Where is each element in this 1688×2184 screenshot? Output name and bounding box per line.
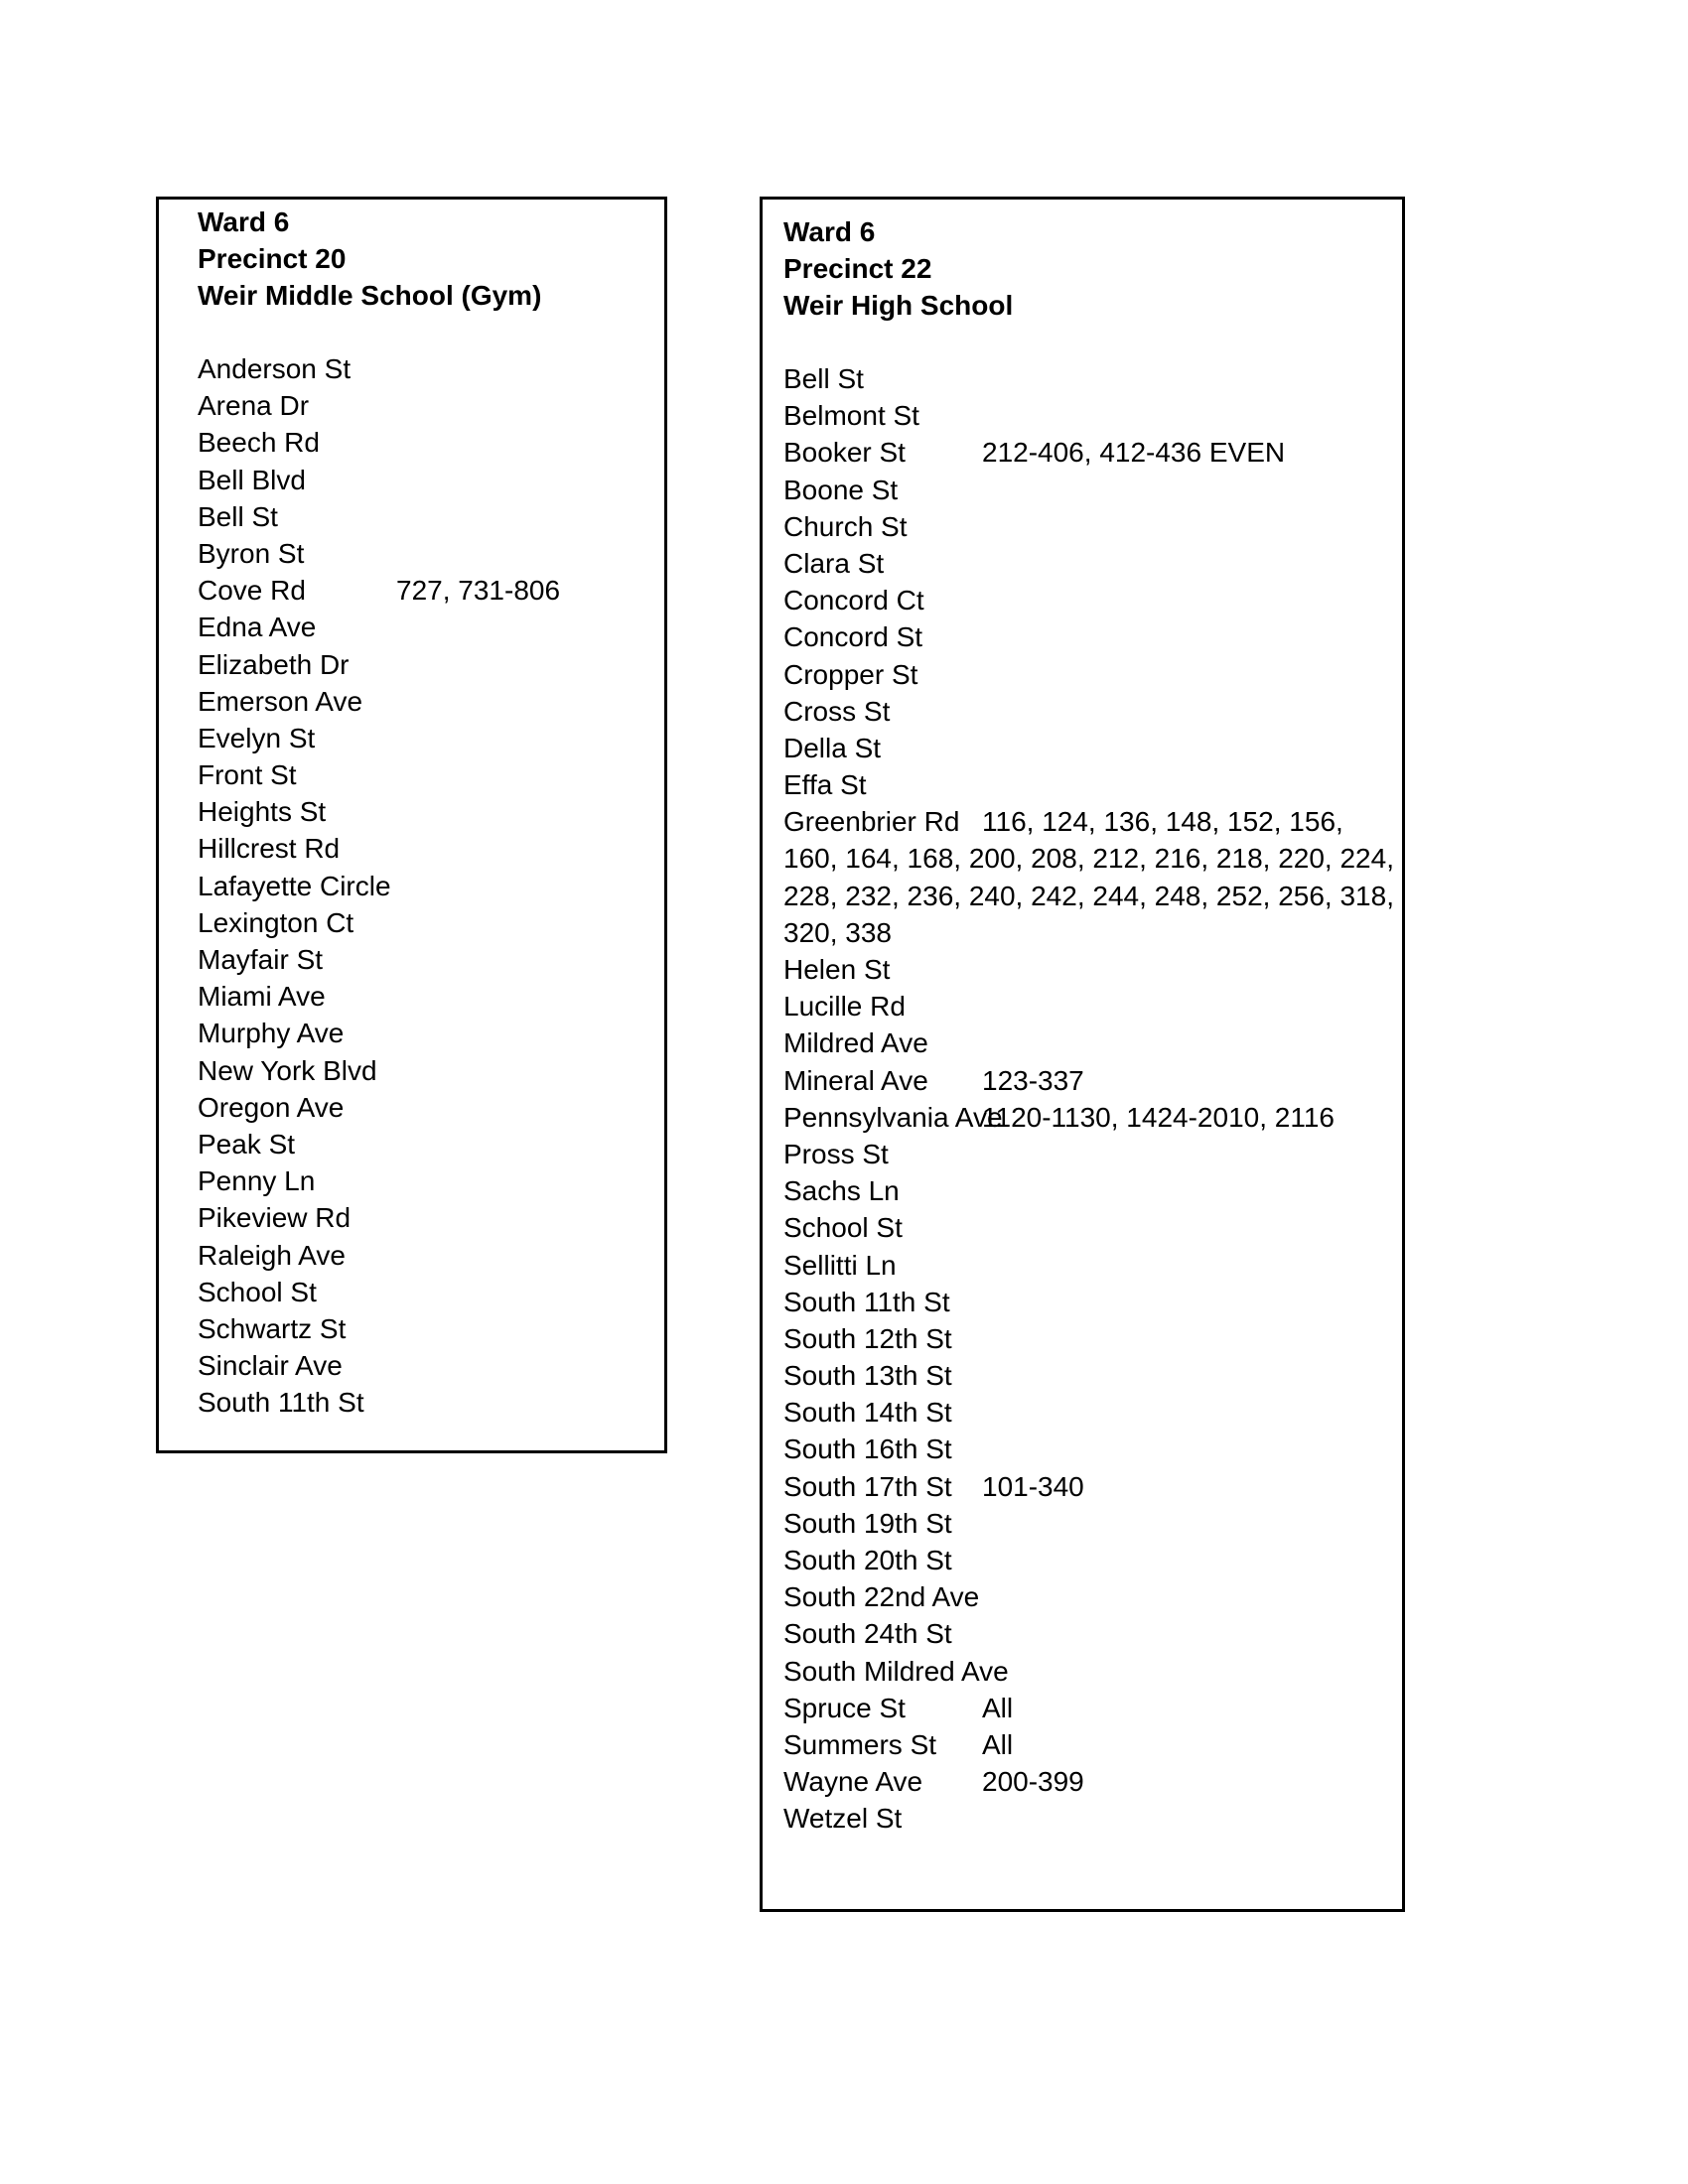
street-name: South Mildred Ave xyxy=(783,1655,1009,1687)
street-row xyxy=(783,1726,1394,1763)
street-name: Cross St xyxy=(783,695,891,727)
street-name: Summers St xyxy=(783,1728,937,1760)
street-range: 116, 124, 136, 148, 152, 156, xyxy=(982,806,1343,838)
street-name: Wetzel St xyxy=(783,1803,903,1835)
street-row xyxy=(783,472,1394,508)
ward-title: Ward 6 xyxy=(783,216,876,247)
street-row xyxy=(198,1052,654,1089)
street-name: Evelyn St xyxy=(198,722,316,753)
street-name: Pennsylvania Ave xyxy=(783,1101,1003,1133)
street-row xyxy=(783,693,1394,730)
street-row xyxy=(783,1024,1394,1061)
street-name: Church St xyxy=(783,510,908,542)
header-spacer xyxy=(198,314,654,350)
street-row xyxy=(783,434,1394,471)
street-name: Arena Dr xyxy=(198,390,310,422)
street-name: Elizabeth Dr xyxy=(198,648,350,680)
precinct-box-20 xyxy=(156,197,667,1453)
street-row xyxy=(783,1247,1394,1284)
street-name: Lafayette Circle xyxy=(198,870,391,901)
street-row xyxy=(783,1653,1394,1690)
street-name: New York Blvd xyxy=(198,1054,377,1086)
street-name: Peak St xyxy=(198,1128,296,1160)
street-row xyxy=(198,498,654,535)
street-row xyxy=(783,582,1394,618)
street-row xyxy=(783,1099,1394,1136)
street-name: Greenbrier Rd xyxy=(783,806,960,838)
street-row xyxy=(783,1690,1394,1726)
street-row xyxy=(198,756,654,793)
street-row xyxy=(198,1237,654,1274)
street-row xyxy=(198,350,654,387)
street-name: South 17th St xyxy=(783,1470,952,1502)
street-name: Miami Ave xyxy=(198,981,326,1013)
street-name: Front St xyxy=(198,759,297,791)
street-row xyxy=(198,1347,654,1384)
street-row xyxy=(198,609,654,645)
street-row xyxy=(783,803,1394,840)
street-range-continued: 228, 232, 236, 240, 242, 244, 248, 252, 256, 318, xyxy=(783,880,1394,911)
street-row xyxy=(783,988,1394,1024)
street-name: South 22nd Ave xyxy=(783,1581,980,1613)
street-row xyxy=(198,387,654,424)
street-name: South 13th St xyxy=(783,1360,952,1392)
street-row xyxy=(198,830,654,867)
street-range: 1120-1130, 1424-2010, 2116 xyxy=(982,1101,1335,1133)
street-row xyxy=(198,941,654,978)
location-title: Weir Middle School (Gym) xyxy=(198,280,542,311)
street-row xyxy=(783,951,1394,988)
street-row xyxy=(783,1578,1394,1615)
street-name: South 11th St xyxy=(198,1387,364,1419)
street-name: Bell St xyxy=(198,500,278,532)
street-row xyxy=(783,1284,1394,1320)
street-row xyxy=(783,1357,1394,1394)
street-name: Lexington Ct xyxy=(198,906,354,938)
street-name: Anderson St xyxy=(198,353,352,384)
street-name: Pross St xyxy=(783,1138,889,1169)
street-name: Effa St xyxy=(783,769,867,801)
street-range: 200-399 xyxy=(982,1766,1084,1798)
street-name: Murphy Ave xyxy=(198,1018,345,1049)
street-row xyxy=(783,397,1394,434)
street-name: South 14th St xyxy=(783,1397,952,1429)
street-row xyxy=(198,646,654,683)
street-row xyxy=(783,1209,1394,1246)
street-row xyxy=(783,730,1394,766)
street-name: South 12th St xyxy=(783,1322,952,1354)
street-name: Lucille Rd xyxy=(783,991,906,1023)
street-name: Mineral Ave xyxy=(783,1064,928,1096)
location-title: Weir High School xyxy=(783,290,1014,321)
street-name: Mildred Ave xyxy=(783,1027,928,1059)
street-name: Sellitti Ln xyxy=(783,1249,897,1281)
street-row xyxy=(198,462,654,498)
street-range: 727, 731-806 xyxy=(396,575,561,607)
street-row xyxy=(783,1394,1394,1431)
street-range-continued: 320, 338 xyxy=(783,916,892,948)
street-name: South 16th St xyxy=(783,1433,952,1465)
street-name: Hillcrest Rd xyxy=(198,833,341,865)
street-row xyxy=(783,1505,1394,1542)
street-name: Pikeview Rd xyxy=(198,1202,352,1234)
precinct-box-22 xyxy=(760,197,1405,1912)
street-range: 212-406, 412-436 EVEN xyxy=(982,437,1286,469)
street-name: Sachs Ln xyxy=(783,1175,900,1207)
precinct-content xyxy=(198,204,654,1421)
precinct-title: Precinct 22 xyxy=(783,253,932,284)
street-row xyxy=(783,1542,1394,1578)
street-row xyxy=(198,572,654,609)
street-name: Spruce St xyxy=(783,1692,906,1723)
street-row xyxy=(783,656,1394,693)
street-name: School St xyxy=(198,1276,317,1307)
street-row xyxy=(198,1274,654,1310)
street-row xyxy=(783,360,1394,397)
street-row xyxy=(198,535,654,572)
street-row xyxy=(783,1136,1394,1172)
street-row xyxy=(198,1384,654,1421)
street-list xyxy=(198,350,654,1421)
street-row xyxy=(783,545,1394,582)
street-name: Cove Rd xyxy=(198,575,306,607)
street-name: South 19th St xyxy=(783,1507,952,1539)
street-row xyxy=(783,1431,1394,1467)
street-row xyxy=(198,1162,654,1199)
street-name: Heights St xyxy=(198,796,327,828)
street-row xyxy=(198,1089,654,1126)
street-row xyxy=(783,618,1394,655)
street-row xyxy=(198,1310,654,1347)
street-name: Emerson Ave xyxy=(198,685,363,717)
street-name: Della St xyxy=(783,732,882,763)
ward-title: Ward 6 xyxy=(198,206,290,237)
street-row xyxy=(783,508,1394,545)
street-range: 101-340 xyxy=(982,1470,1084,1502)
street-row xyxy=(198,720,654,756)
street-name: Mayfair St xyxy=(198,944,324,975)
precinct-content xyxy=(783,213,1394,1838)
street-row xyxy=(198,1126,654,1162)
street-name: Belmont St xyxy=(783,400,919,432)
street-name: Booker St xyxy=(783,437,906,469)
street-row xyxy=(198,1015,654,1051)
street-row xyxy=(783,766,1394,803)
street-row xyxy=(783,1062,1394,1099)
street-name: Sinclair Ave xyxy=(198,1350,343,1382)
street-name: Bell St xyxy=(783,363,864,394)
street-name: South 24th St xyxy=(783,1618,952,1650)
street-name: Wayne Ave xyxy=(783,1766,923,1798)
street-name: Beech Rd xyxy=(198,427,320,459)
street-row xyxy=(783,1468,1394,1505)
street-row xyxy=(783,1320,1394,1357)
street-row xyxy=(198,424,654,461)
street-row xyxy=(198,1199,654,1236)
header-spacer xyxy=(783,324,1394,360)
street-row xyxy=(198,793,654,830)
street-name: Concord St xyxy=(783,621,923,653)
street-name: Helen St xyxy=(783,954,891,985)
street-name: School St xyxy=(783,1212,903,1244)
street-row xyxy=(198,683,654,720)
street-range: 123-337 xyxy=(982,1064,1084,1096)
street-range: All xyxy=(982,1692,1014,1723)
street-row xyxy=(198,904,654,941)
street-name: Raleigh Ave xyxy=(198,1239,346,1271)
street-row xyxy=(198,868,654,904)
street-name: South 11th St xyxy=(783,1286,950,1317)
street-name: Bell Blvd xyxy=(198,464,306,495)
street-list xyxy=(783,360,1394,1838)
street-row xyxy=(783,1800,1394,1837)
street-name: Boone St xyxy=(783,474,899,505)
street-name: Cropper St xyxy=(783,658,918,690)
precinct-title: Precinct 20 xyxy=(198,243,347,274)
street-name: Edna Ave xyxy=(198,612,317,643)
street-name: Penny Ln xyxy=(198,1165,316,1197)
street-name: Concord Ct xyxy=(783,585,924,616)
street-name: Oregon Ave xyxy=(198,1091,345,1123)
street-range: All xyxy=(982,1728,1014,1760)
street-name: South 20th St xyxy=(783,1545,952,1575)
street-row xyxy=(198,978,654,1015)
street-name: Schwartz St xyxy=(198,1312,347,1344)
street-range-continued: 160, 164, 168, 200, 208, 212, 216, 218, 220, 224, xyxy=(783,843,1394,875)
street-row xyxy=(783,1615,1394,1652)
street-row xyxy=(783,1172,1394,1209)
street-name: Byron St xyxy=(198,537,305,569)
street-name: Clara St xyxy=(783,547,885,579)
street-row xyxy=(783,1763,1394,1800)
